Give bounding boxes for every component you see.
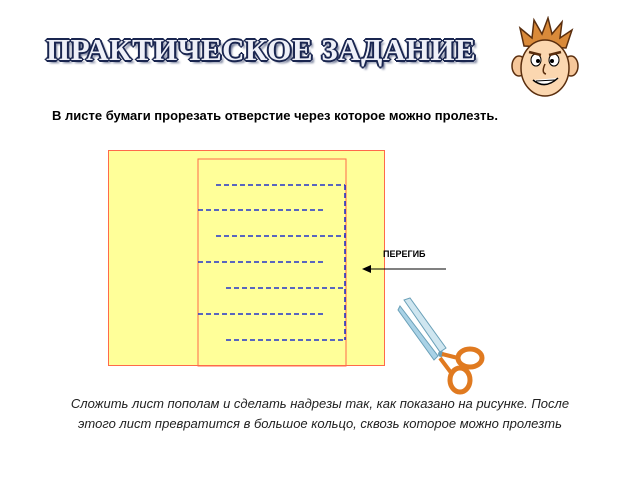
instruction-text [30,394,610,434]
task-text: В листе бумаги прорезать отверстие через которое можно пролезть. [52,108,498,123]
slide-title: ПРАКТИЧЕСКОЕ ЗАДАНИЕ [46,32,477,67]
fold-label: ПЕРЕГИБ [383,249,426,259]
instruction-line-2: этого лист превратится в большое кольцо, сквозь которое можно пролезть [78,416,562,431]
fold-arrow-head [362,265,371,273]
instruction-line-1: Сложить лист пополам и сделать надрезы так, как показано на рисунке. После [70,396,570,411]
scissors-icon [396,296,492,396]
